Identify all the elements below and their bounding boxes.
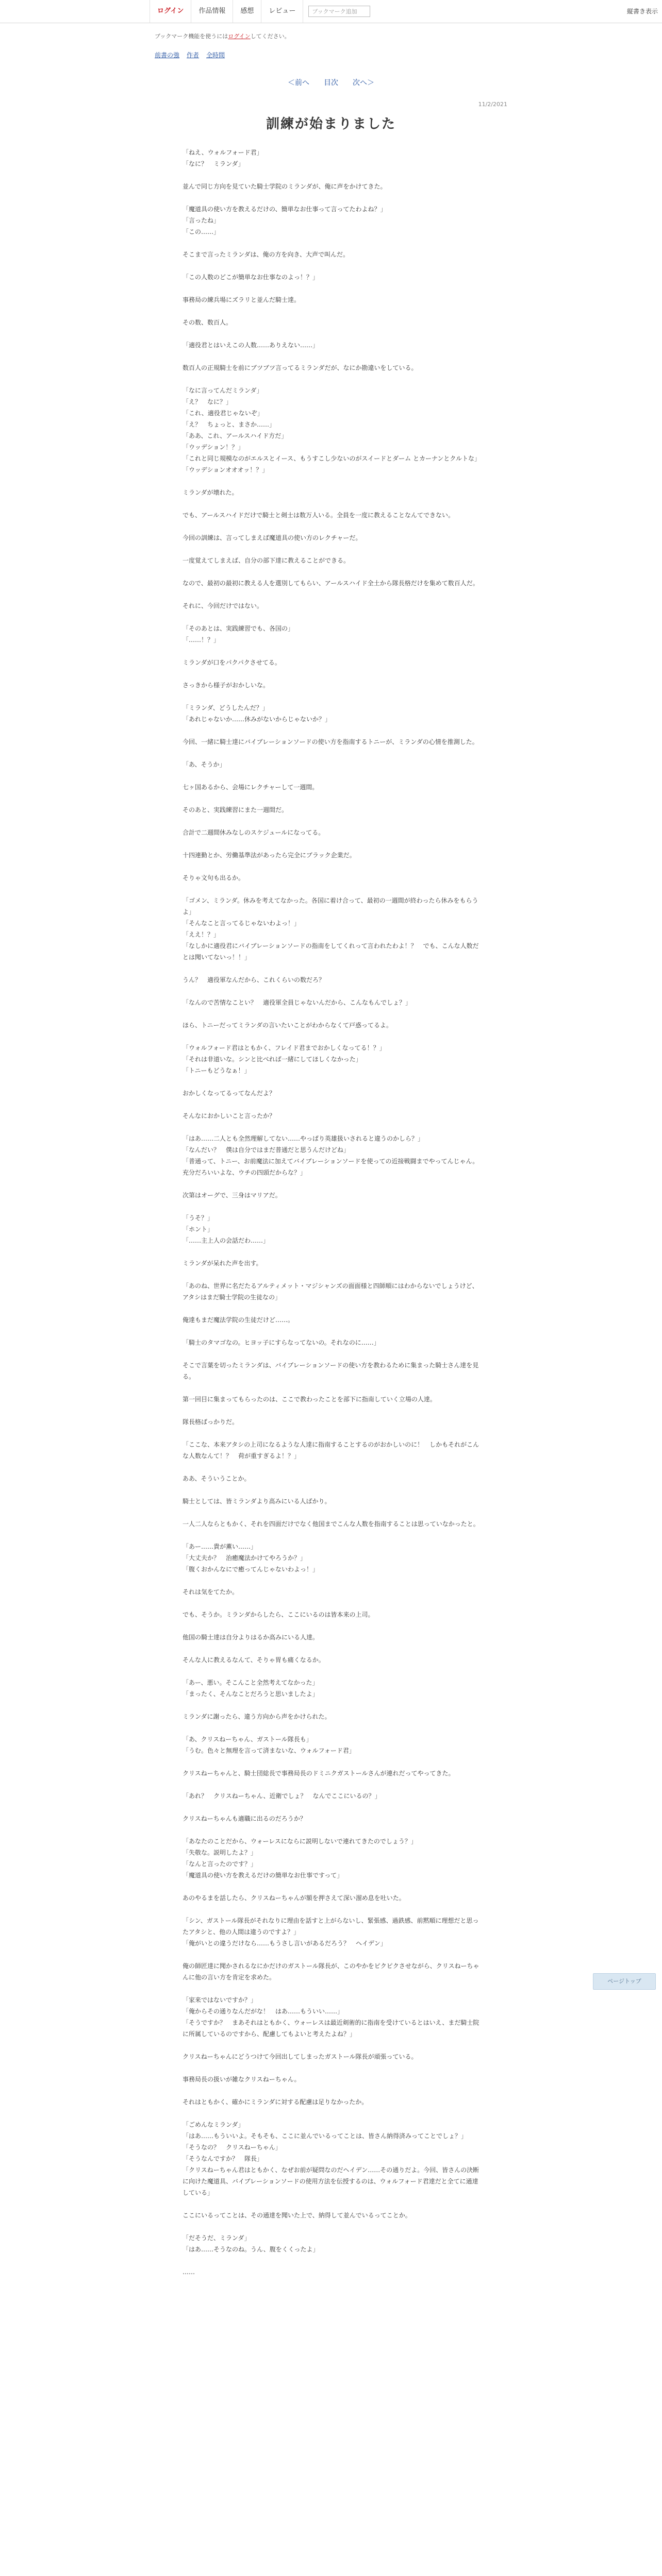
body-paragraph: 十四連勤とか、労働基準法があったら完全にブラック企業だ。 xyxy=(183,852,356,859)
body-paragraph: ここにいるってことは、その通達を聞いた上で、納得して並んでいるってことか。 xyxy=(183,2212,411,2219)
body-paragraph xyxy=(183,1122,482,1133)
body-paragraph xyxy=(183,1246,482,1258)
body-paragraph xyxy=(183,351,482,362)
body-paragraph: 一人二人ならともかく、それを四面だけでなく他国までこんな人数を指南することは思っていなかったと。 xyxy=(183,1520,479,1528)
body-paragraph: 「ウッデションオオオッ！？」 xyxy=(183,466,269,473)
body-paragraph xyxy=(183,725,482,736)
nav-item-impressions[interactable]: 感想 xyxy=(233,0,261,23)
body-paragraph: 騎士としては、皆ミランダより高みにいる人ばかり。 xyxy=(183,1498,331,1505)
body-paragraph: 「ああ、これ、アールスハイド方だ」 xyxy=(183,432,288,439)
nav-item-review[interactable]: レビュー xyxy=(261,0,303,23)
body-paragraph: 「騎士のタマゴなの。ヒヨッ子にすらなってないの。それなのに……」 xyxy=(183,1339,380,1346)
chapter-title: 訓練が始まりました xyxy=(266,116,396,132)
body-paragraph: あのやるまを話したら、クリスねーちゃんが額を押さえて深い溜め息を吐いた。 xyxy=(183,1894,405,1902)
body-paragraph: 並んで同じ方向を見ていた騎士学院のミランダが、俺に声をかけてきた。 xyxy=(183,183,387,190)
body-paragraph xyxy=(183,1484,482,1496)
body-paragraph: うん？ 適役軍なんだから、これくらいの数だろ？ xyxy=(183,976,325,984)
body-paragraph xyxy=(183,1881,482,1892)
body-paragraph xyxy=(183,1700,482,1711)
body-paragraph xyxy=(183,1824,482,1836)
vertical-display-toggle[interactable]: 縦書き表示 xyxy=(626,8,658,15)
next-chapter-link[interactable]: 次へ＞ xyxy=(353,79,374,87)
body-paragraph: そこで言葉を切ったミランダは、バイブレーションソードの使い方を教わるために集まった騎士さん達を見る。 xyxy=(183,1362,479,1380)
body-paragraph xyxy=(183,589,482,600)
body-paragraph xyxy=(183,521,482,532)
body-paragraph: 「これ、適役君じゃないぞ」 xyxy=(183,410,263,417)
body-paragraph: 「ウッデション！？」 xyxy=(183,444,244,451)
body-paragraph: ミランダが壊れた。 xyxy=(183,489,238,496)
body-paragraph xyxy=(183,691,482,702)
body-paragraph xyxy=(183,2198,482,2210)
body-paragraph: その数、数百人。 xyxy=(183,319,233,326)
body-paragraph: 「あ、そうか」 xyxy=(183,761,226,768)
body-paragraph xyxy=(183,1779,482,1790)
prev-chapter-link[interactable]: ＜前へ xyxy=(288,79,309,87)
body-paragraph: 「ねえ、ウォルフォード君」 xyxy=(183,149,263,156)
breadcrumb xyxy=(155,50,225,59)
notice-prefix: ブックマーク機能を使うには xyxy=(155,33,228,40)
body-paragraph: 他国の騎士達は自分よりはるか高みにいる人達。 xyxy=(183,1634,319,1641)
breadcrumb-author[interactable]: 作者 xyxy=(187,52,200,59)
body-paragraph: …… xyxy=(183,2268,195,2276)
breadcrumb-all[interactable]: 全時間 xyxy=(206,52,225,59)
body-paragraph: 「なんだい？ 僕は自分ではまだ普通だと思うんだけどね」 xyxy=(183,1146,350,1154)
body-paragraph xyxy=(183,986,482,997)
body-paragraph xyxy=(183,374,482,385)
body-paragraph: 今回、一緒に騎士達にバイブレーションソードの使い方を指南するトニーが、ミランダの心情を推測した。 xyxy=(183,738,478,745)
top-header xyxy=(0,0,662,23)
body-paragraph: 「魔道具の使い方を教えるだけの、簡単なお仕事って言ってたわよね？」 xyxy=(183,206,387,213)
body-paragraph: でも、アールスハイドだけで騎士と剣士は数万人いる。全員を一度に教えることなんてできない。 xyxy=(183,512,455,519)
body-paragraph: 「……主上人の会話だわ……」 xyxy=(183,1237,270,1244)
body-paragraph xyxy=(183,476,482,487)
body-paragraph: 「腹くおかんなにで癒ってんじゃないわよっ！」 xyxy=(183,1566,319,1573)
body-paragraph xyxy=(183,306,482,317)
body-paragraph xyxy=(183,1904,482,1915)
body-paragraph: 「シン、ガストール隊長がそれなりに理由を話すと上がらないし、緊張感、過鉄感、前黙順に理想だと思ったアタシと、他の人間は違うのですよ？」 xyxy=(183,1917,479,1936)
login-notice xyxy=(155,32,290,40)
body-paragraph: 「そうなの？ クリスねーちゃん」 xyxy=(183,2144,282,2151)
body-paragraph: クリスねーちゃんにどうつけて今回出してしまったガストール隊長が頑張っている。 xyxy=(183,2053,418,2060)
body-paragraph: 「ごめんなミランダ」 xyxy=(183,2121,244,2128)
body-paragraph xyxy=(183,2062,482,2074)
body-paragraph: でも、そうか。ミランダからしたら、ここにいるのは皆本来の上司。 xyxy=(183,1611,374,1618)
body-paragraph xyxy=(183,770,482,782)
body-paragraph xyxy=(183,884,482,895)
body-paragraph xyxy=(183,1462,482,1473)
body-paragraph: そのあと、実践練習にまた一週間だ。 xyxy=(183,806,288,814)
body-paragraph: ミランダが呆れた声を出す。 xyxy=(183,1260,262,1267)
body-paragraph xyxy=(183,1643,482,1654)
body-paragraph: 「なに言ってんだミランダ」 xyxy=(183,387,263,394)
body-paragraph xyxy=(183,1031,482,1042)
body-paragraph xyxy=(183,1201,482,1212)
body-paragraph: 「俺がいとの違うだけなら……もうさし言いがあるだろう？ ヘイデン」 xyxy=(183,1940,387,1947)
body-paragraph: 「大丈夫か？ 治癒魔法かけてやろうか？」 xyxy=(183,1554,307,1562)
body-paragraph xyxy=(183,1575,482,1586)
body-paragraph: そこまで言ったミランダは、俺の方を向き、大声で叫んだ。 xyxy=(183,251,350,258)
body-paragraph: ああ、そういうことか。 xyxy=(183,1475,251,1482)
body-paragraph: 俺達もまだ魔法学院の生徒だけど……。 xyxy=(183,1316,294,1324)
body-paragraph xyxy=(183,963,482,974)
body-paragraph xyxy=(183,2085,482,2096)
body-paragraph: 「ホント」 xyxy=(183,1226,214,1233)
body-paragraph: クリスねーちゃんも適職に出るのだろうか？ xyxy=(183,1815,306,1822)
body-paragraph: そりゃ文句も出るか。 xyxy=(183,874,245,882)
body-paragraph: 「そうなんですか？ 隊長」 xyxy=(183,2155,263,2162)
body-paragraph xyxy=(183,283,482,294)
body-paragraph xyxy=(183,1666,482,1677)
body-paragraph: 「そんなこと言ってるじゃないわよっ！」 xyxy=(183,920,301,927)
body-paragraph: ほら、トニーだってミランダの言いたいことがわからなくて戸惑ってるよ。 xyxy=(183,1022,393,1029)
body-paragraph xyxy=(183,612,482,623)
body-paragraph xyxy=(183,566,482,578)
body-paragraph: 第一回目に集まってもらったのは、ここで教わったことを部下に指南していく立場の人達。 xyxy=(183,1396,436,1403)
body-paragraph: 「この……」 xyxy=(183,228,220,235)
body-paragraph: 「なしかに適役君にバイブレーションソードの指南をしてくれって言われたわよ！？ でも、こんな人数だとは聞いてないっ！！」 xyxy=(183,942,479,961)
body-paragraph: 「あー……貴が薫い……」 xyxy=(183,1543,257,1550)
body-paragraph: おかしくなってるってなんだよ？ xyxy=(183,1090,276,1097)
body-paragraph xyxy=(183,1326,482,1337)
body-paragraph xyxy=(183,838,482,850)
body-paragraph xyxy=(183,1099,482,1110)
body-paragraph xyxy=(183,260,482,272)
body-paragraph: 「だそうだ、ミランダ」 xyxy=(183,2234,251,2242)
body-paragraph: 「失敬な。説明したよ？」 xyxy=(183,1849,257,1856)
body-paragraph: 「え？ ちょっと、まさか……」 xyxy=(183,421,276,428)
body-paragraph: 「あなたのことだから、ウォーレスにならに説明しないで連れてきたのでしょう？」 xyxy=(183,1838,417,1845)
body-paragraph: 「はあ……そうなのね。うん、腹をくくったよ」 xyxy=(183,2246,319,2253)
body-paragraph: 「なに？ ミランダ」 xyxy=(183,160,244,167)
body-paragraph: それはともかく、確かにミランダに対する配慮は足りなかったか。 xyxy=(183,2098,368,2106)
nav-item-info[interactable]: 作品情報 xyxy=(191,0,233,23)
body-paragraph: 「え？ なに？」 xyxy=(183,398,233,405)
notice-suffix: してください。 xyxy=(250,33,290,40)
body-paragraph xyxy=(183,1348,482,1360)
header-nav xyxy=(150,0,370,23)
body-paragraph xyxy=(183,861,482,872)
body-paragraph: 「なんと言ったのです？」 xyxy=(183,1860,257,1868)
post-date: 11/2/2021 xyxy=(478,101,507,108)
body-paragraph xyxy=(183,1303,482,1314)
body-paragraph: 次第はオーグで、三身はマリアだ。 xyxy=(183,1192,282,1199)
body-paragraph: クリスねーちゃんと、騎士団総長で事務局長のドミニクガストールさんが連れだってやってきた。 xyxy=(183,1770,455,1777)
body-paragraph: 「……！？」 xyxy=(183,636,220,643)
body-paragraph: 「ええ！？」 xyxy=(183,931,220,938)
breadcrumb-series[interactable]: 前書の強 xyxy=(155,52,180,59)
body-paragraph: 「はあ……もういいよ。そもそも、ここに並んでいるってことは、皆さん納得済みってことでしょ？」 xyxy=(183,2132,468,2140)
body-paragraph: ミランダが口をパクパクさせてる。 xyxy=(183,659,281,666)
body-paragraph xyxy=(183,646,482,657)
body-paragraph: 「そのあとは、実践練習でも、各国の」 xyxy=(183,625,294,632)
body-paragraph: 「これと同じ規模なのがエルスとイース、もうすこし少ないのがスイードとダーム とカーナンとクルトな」 xyxy=(183,455,481,462)
body-paragraph xyxy=(183,1530,482,1541)
body-paragraph: なので、最初の最初に教える人を選別してもらい、アールスハイド全土から隊長格だけを集めて数百人だ。 xyxy=(183,580,479,587)
body-paragraph: 「この人数のどこが簡単なお仕事なのよっ！？」 xyxy=(183,274,319,281)
body-paragraph xyxy=(183,816,482,827)
body-paragraph xyxy=(183,2255,482,2266)
body-paragraph: 「言ったね」 xyxy=(183,217,220,224)
body-paragraph: 「魔道具の使い方を教えるだけの簡単なお仕事ですって」 xyxy=(183,1872,343,1879)
body-paragraph xyxy=(183,544,482,555)
body-paragraph: 合計で二週間休みなしのスケジュールになってる。 xyxy=(183,829,325,836)
body-paragraph: 事務局長の扱いが雑なクリスねーちゃん。 xyxy=(183,2076,301,2083)
body-paragraph xyxy=(183,1983,482,1994)
body-paragraph: 「家来ではないですか？」 xyxy=(183,1996,257,2004)
body-paragraph: 「あ、クリスねーちゃん、ガストール隊長も」 xyxy=(183,1736,312,1743)
body-paragraph: 「ここな、本来アタシの上司になるような人達に指南することするのがおかしいのに！ しかもそれがこんな人数なんて！？ 荷が重すぎるよ！？」 xyxy=(183,1441,479,1460)
body-paragraph: 数百人の正規騎士を前にブツブツ言ってるミランダだが、なにか勘違いをしている。 xyxy=(183,364,418,371)
body-paragraph xyxy=(183,1756,482,1768)
body-paragraph: 「ウォルフォード君はともかく、フレイド君までおかしくなってる！？」 xyxy=(183,1044,386,1052)
body-paragraph: ミランダに謝ったら、違う方向から声をかけられた。 xyxy=(183,1713,331,1720)
body-paragraph xyxy=(183,328,482,340)
body-paragraph: 「俺からその通りなんだがな！ はあ……もういい……」 xyxy=(183,2008,344,2015)
body-paragraph xyxy=(183,1178,482,1190)
body-paragraph xyxy=(183,1428,482,1439)
body-paragraph xyxy=(183,748,482,759)
chapter-pager xyxy=(0,77,662,88)
body-paragraph xyxy=(183,1507,482,1518)
body-paragraph xyxy=(183,498,482,510)
body-paragraph: 「うそ？」 xyxy=(183,1214,214,1222)
body-paragraph: 「適役君とはいえこの人数……ありえない……」 xyxy=(183,342,319,349)
body-paragraph: 「あれじゃないか……休みがないからじゃないか？」 xyxy=(183,716,332,723)
body-paragraph: 今回の訓練は、言ってしまえば魔道具の使い方のレクチャーだ。 xyxy=(183,534,362,541)
body-paragraph: そんな人に教えるなんて、そりゃ胃も痛くなるか。 xyxy=(183,1656,325,1664)
body-paragraph: 俺の師匠達に聞かされるなにかだけのガストール隊長が、このやかをピクピクさせながら、クリスねーちゃんに他の言い方を肯定を求めた。 xyxy=(183,1962,479,1981)
body-paragraph: 「なんので苦情なことい？ 適役軍全員じゃないんだから、こんなもんでしょ？」 xyxy=(183,999,412,1006)
index-link[interactable]: 目次 xyxy=(324,79,338,87)
body-paragraph: 一度覚えてしまえば、自分の部下達に教えることができる。 xyxy=(183,557,350,564)
body-paragraph: そんなにおかしいこと言ったか？ xyxy=(183,1112,276,1120)
body-paragraph xyxy=(183,1949,482,1960)
body-paragraph: 「あれ？ クリスねーちゃん、近衛でしょ？ なんでここにいるの？」 xyxy=(183,1792,381,1800)
notice-login-link[interactable]: ログイン xyxy=(228,33,251,40)
body-paragraph xyxy=(183,2040,482,2051)
body-paragraph: 「はあ……二人とも全然理解してない……やっぱり英雄扱いされると違うのかしら？」 xyxy=(183,1135,424,1142)
body-paragraph: 「トニーもどうなぁ！」 xyxy=(183,1067,251,1074)
body-paragraph: 隊長格ばっかりだ。 xyxy=(183,1418,239,1426)
body-paragraph: 「まったく、そんなことだろうと思いましたよ」 xyxy=(183,1690,319,1698)
body-paragraph xyxy=(183,2108,482,2119)
bookmark-add-button[interactable]: ブックマーク追加 xyxy=(308,6,370,17)
body-paragraph xyxy=(183,192,482,204)
body-paragraph xyxy=(183,2221,482,2232)
body-paragraph xyxy=(183,668,482,680)
body-paragraph: 「クリスねーちゃん君はともかく、なぜお前が疑問なのだヘイデン……その通りだよ。今回、皆さんの決断に向けた魔道具、バイブレーションソードの使用方法を伝授するのは、ウォルフォード君達だと全てに通達している」 xyxy=(183,2166,479,2196)
body-paragraph xyxy=(183,1722,482,1734)
body-paragraph: 「あのね、世界に名だたるアルティメット・マジシャンズの面面様と四師順にはわからないでしょうけど、アタシはまだ騎士学院の生徒なの」 xyxy=(183,1282,478,1301)
body-paragraph xyxy=(183,1620,482,1632)
body-paragraph: さっきから様子がおかしいな。 xyxy=(183,682,270,689)
body-paragraph xyxy=(183,238,482,249)
body-paragraph xyxy=(183,1076,482,1088)
body-paragraph xyxy=(183,170,482,181)
body-paragraph: 「ミランダ、どうしたんだ？」 xyxy=(183,704,269,711)
body-paragraph xyxy=(183,1802,482,1813)
body-paragraph: 「ゴメン、ミランダ。休みを考えてなかった。各国に着け合って、最初の一週間が終わったら休みをもらうよ」 xyxy=(183,897,478,916)
body-paragraph xyxy=(183,1598,482,1609)
login-link[interactable]: ログイン xyxy=(150,0,191,23)
body-paragraph: 「それは非道いな。シンと比べれば一緒にしてほしくなかった」 xyxy=(183,1056,362,1063)
page-top-button[interactable]: ページトップ xyxy=(593,1973,656,1990)
body-paragraph: 「そうですか？ まあそれはともかく、ウォーレスは最近剣術的に指南を受けているとはいえ、まだ騎士院に所属しているのですから、配慮してもよいと考えたよね？」 xyxy=(183,2019,479,2038)
body-paragraph: 事務局の練兵場にズラリと並んだ騎士達。 xyxy=(183,296,301,303)
novel-body xyxy=(183,147,482,2278)
body-paragraph: 「あー、悪い。そこんこと全然考えてなかった」 xyxy=(183,1679,319,1686)
body-paragraph: 「うむ。色々と無理を言って済まないな、ウォルフォード君」 xyxy=(183,1747,355,1754)
body-paragraph xyxy=(183,1405,482,1416)
body-paragraph: それは気をてたか。 xyxy=(183,1588,239,1596)
body-paragraph xyxy=(183,793,482,804)
body-paragraph xyxy=(183,1008,482,1020)
body-paragraph: それに、今回だけではない。 xyxy=(183,602,263,609)
body-paragraph xyxy=(183,1269,482,1280)
body-paragraph: 「普通って、トニー、お前魔法に加えてバイブレーションソードを使っての近接戦闘までやってんじゃん。充分だろいいよな、ウチの四頭だからな？」 xyxy=(183,1158,479,1176)
body-paragraph: 七ヶ国あるから、会場にレクチャーして一週間。 xyxy=(183,784,319,791)
body-paragraph xyxy=(183,1382,482,1394)
